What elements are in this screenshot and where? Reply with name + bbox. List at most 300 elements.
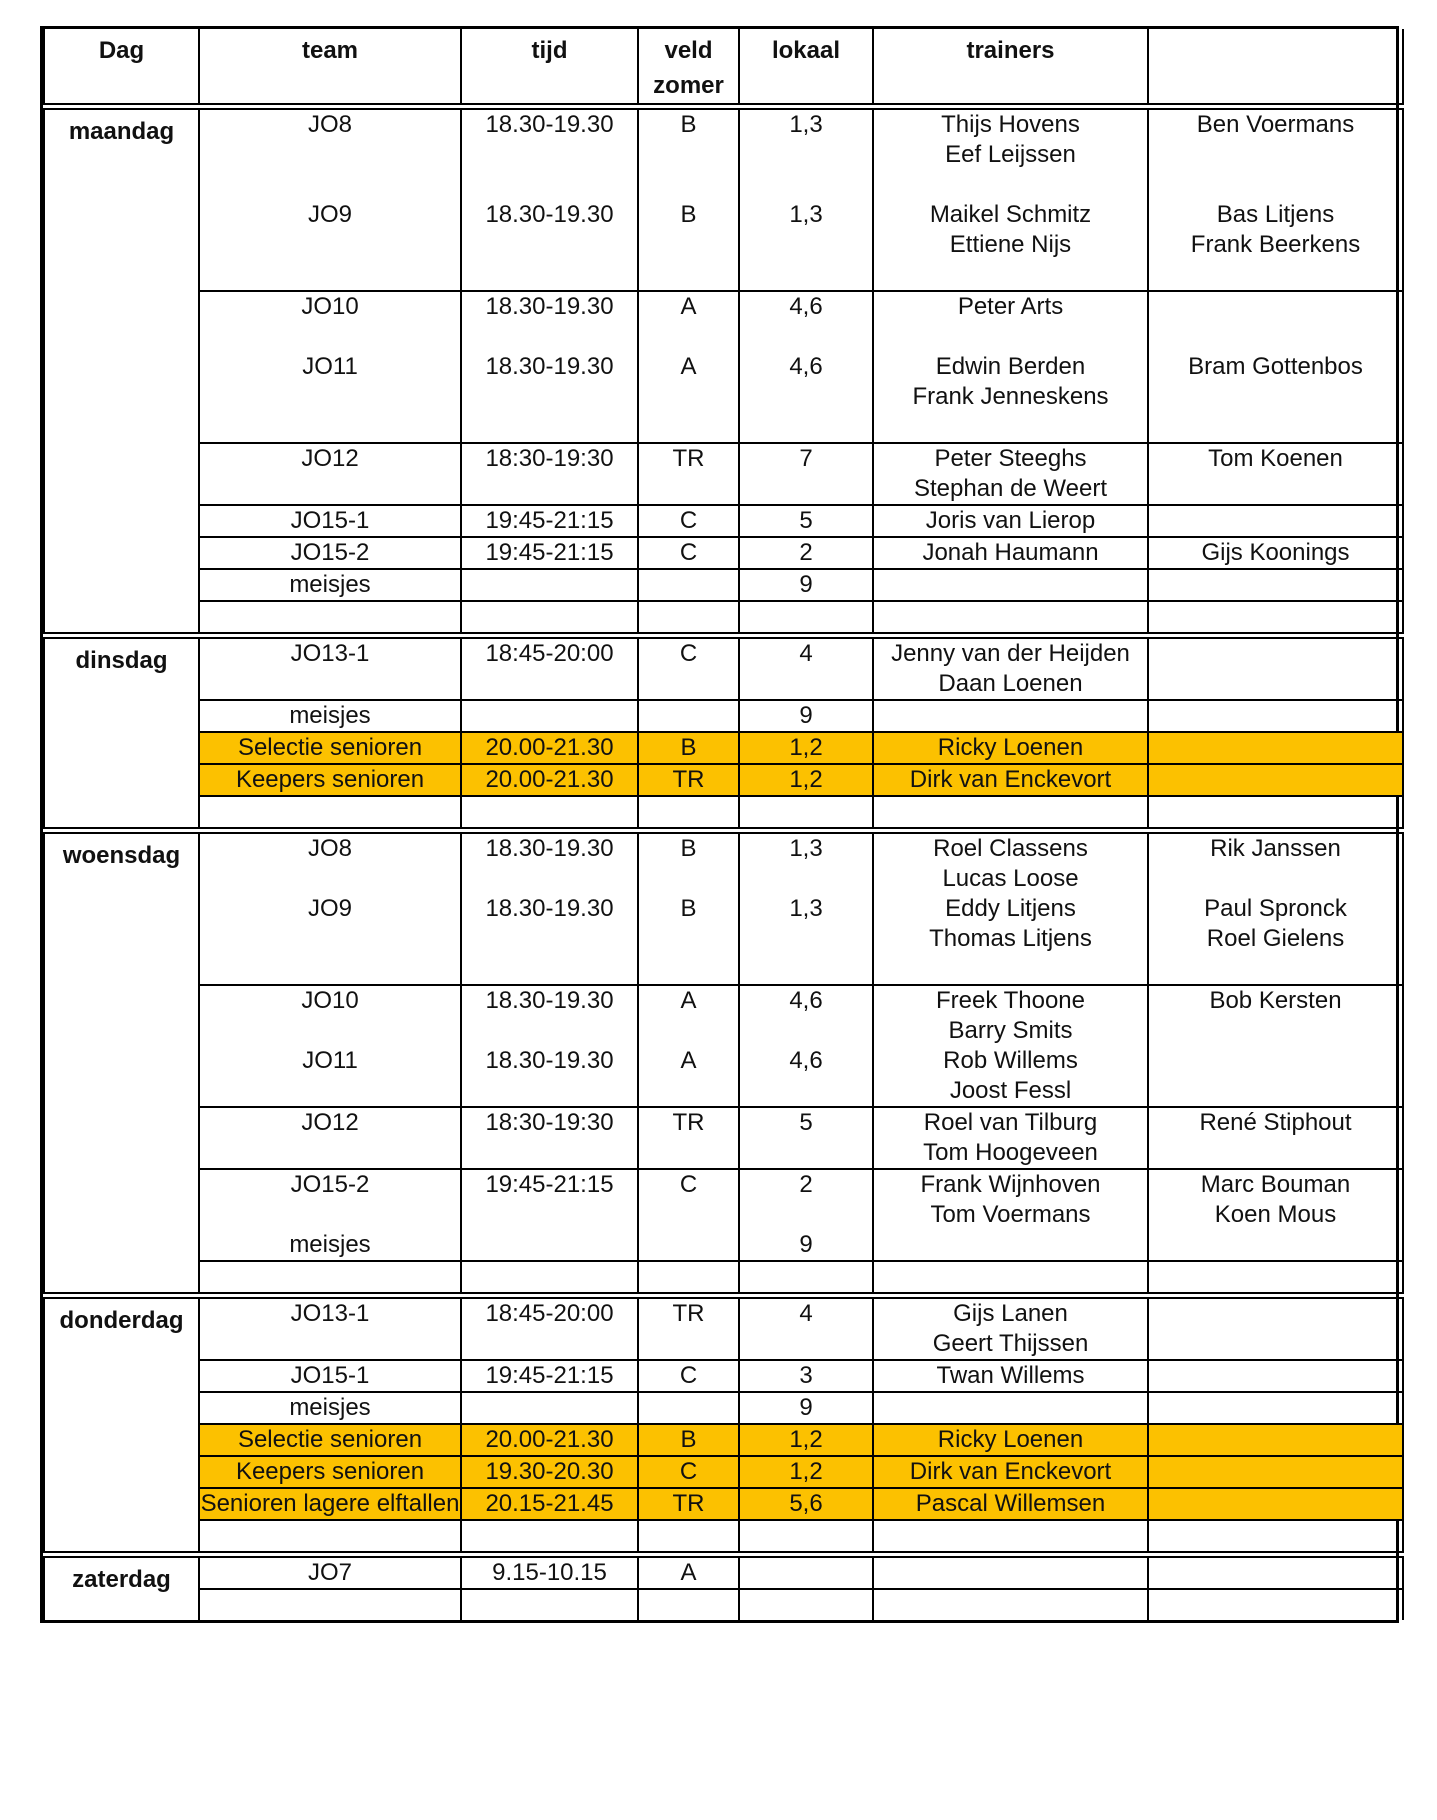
- cell-tijd: [461, 443, 638, 505]
- cell-text: 1,3: [789, 895, 823, 922]
- cell-text: [639, 602, 738, 632]
- cell-tr2: [1148, 1555, 1403, 1590]
- cell-tr1: [873, 1392, 1148, 1424]
- cell-text: [874, 322, 1147, 352]
- cell-text: 4,6: [789, 293, 823, 320]
- cell-veld: [638, 1520, 739, 1555]
- header-dag: Dag: [44, 29, 199, 107]
- cell-lokaal: [739, 107, 873, 292]
- schedule-row: [44, 107, 1403, 292]
- cell-text: 5,6: [789, 1490, 823, 1517]
- cell-text: [462, 322, 637, 352]
- cell-lokaal: [739, 443, 873, 505]
- cell-veld: [638, 505, 739, 537]
- cell-text: A: [680, 293, 697, 320]
- schedule-row: [44, 636, 1403, 701]
- cell-text: [1149, 602, 1402, 632]
- cell-text: 2: [799, 539, 813, 566]
- cell-text: Keepers senioren: [235, 1458, 425, 1485]
- cell-text: [200, 864, 460, 894]
- cell-tijd: [461, 601, 638, 636]
- schedule-row: [44, 291, 1403, 443]
- cell-tr2: [1148, 636, 1403, 701]
- schedule-row: [44, 443, 1403, 505]
- cell-text: Geert Thijssen: [932, 1330, 1089, 1357]
- cell-text: [462, 570, 637, 600]
- cell-text: [462, 1262, 637, 1292]
- cell-lokaal: [739, 1261, 873, 1296]
- cell-tr2: [1148, 796, 1403, 831]
- cell-text: 18.30-19.30: [485, 987, 614, 1014]
- cell-text: [639, 570, 738, 600]
- cell-text: [462, 1590, 637, 1620]
- cell-text: Koen Mous: [1214, 1201, 1337, 1228]
- cell-text: Eef Leijssen: [945, 141, 1076, 168]
- cell-lokaal: [739, 831, 873, 986]
- cell-text: A: [680, 1047, 697, 1074]
- cell-text: JO13-1: [290, 1300, 370, 1327]
- cell-text: Gijs Koonings: [1201, 539, 1350, 566]
- cell-team: [199, 1555, 461, 1590]
- cell-text: 18:30-19:30: [485, 445, 614, 472]
- cell-tr2: [1148, 569, 1403, 601]
- cell-text: Dirk van Enckevort: [909, 766, 1112, 793]
- cell-text: Twan Willems: [936, 1362, 1085, 1389]
- cell-text: Thijs Hovens: [941, 111, 1080, 138]
- cell-veld: [638, 831, 739, 986]
- cell-text: [200, 170, 460, 200]
- cell-text: Joost Fessl: [949, 1077, 1072, 1104]
- schedule-row: [44, 1360, 1403, 1392]
- schedule-row: [44, 1169, 1403, 1261]
- cell-text: 9: [799, 702, 813, 729]
- cell-tr1: [873, 636, 1148, 701]
- cell-text: [1149, 733, 1402, 763]
- cell-veld: [638, 1589, 739, 1620]
- cell-text: [874, 170, 1147, 200]
- cell-veld: [638, 700, 739, 732]
- header-tijd: tijd: [461, 29, 638, 107]
- cell-team: [199, 831, 461, 986]
- cell-tr2: [1148, 764, 1403, 796]
- schedule-row: [44, 1488, 1403, 1520]
- cell-text: Tom Voermans: [930, 1201, 1091, 1228]
- cell-text: C: [679, 539, 698, 566]
- cell-text: [1149, 864, 1402, 894]
- cell-veld: [638, 1261, 739, 1296]
- cell-tr2: [1148, 1107, 1403, 1169]
- cell-text: 7: [799, 445, 813, 472]
- cell-text: A: [680, 987, 697, 1014]
- cell-text: 9.15-10.15: [492, 1559, 607, 1586]
- cell-text: [1149, 1489, 1402, 1519]
- cell-text: 1,3: [789, 201, 823, 228]
- cell-text: [1149, 292, 1402, 322]
- cell-text: 4,6: [789, 1047, 823, 1074]
- cell-text: [1149, 797, 1402, 827]
- cell-text: Marc Bouman: [1200, 1171, 1351, 1198]
- cell-text: [740, 322, 872, 352]
- cell-text: [462, 797, 637, 827]
- cell-tr1: [873, 1424, 1148, 1456]
- cell-text: Selectie senioren: [237, 734, 423, 761]
- cell-tr1: [873, 732, 1148, 764]
- cell-text: [1149, 322, 1402, 352]
- cell-text: 20.00-21.30: [485, 734, 614, 761]
- schedule-row: [44, 764, 1403, 796]
- cell-text: TR: [672, 1109, 705, 1136]
- cell-text: JO9: [307, 895, 352, 922]
- cell-text: JO8: [307, 835, 352, 862]
- cell-text: A: [680, 1559, 697, 1586]
- cell-text: JO15-1: [290, 1362, 370, 1389]
- cell-text: 4,6: [789, 987, 823, 1014]
- cell-veld: [638, 1107, 739, 1169]
- cell-tijd: [461, 1360, 638, 1392]
- cell-text: [740, 602, 872, 632]
- cell-text: 2: [799, 1171, 813, 1198]
- header-row: [44, 29, 1403, 107]
- cell-text: [874, 797, 1147, 827]
- cell-text: 1,2: [789, 1458, 823, 1485]
- cell-tijd: [461, 1107, 638, 1169]
- schedule-row: [44, 505, 1403, 537]
- cell-text: Maikel Schmitz: [929, 201, 1092, 228]
- cell-text: JO8: [307, 111, 352, 138]
- cell-team: [199, 1261, 461, 1296]
- schedule-row: [44, 700, 1403, 732]
- cell-tr2: [1148, 107, 1403, 292]
- cell-text: [200, 140, 460, 170]
- cell-tr1: [873, 505, 1148, 537]
- cell-tijd: [461, 985, 638, 1107]
- cell-text: [1149, 506, 1402, 536]
- cell-tr1: [873, 443, 1148, 505]
- header-zomer: zomer: [653, 72, 724, 99]
- cell-veld: [638, 764, 739, 796]
- cell-text: 1,2: [789, 766, 823, 793]
- cell-tijd: [461, 1589, 638, 1620]
- cell-veld: [638, 636, 739, 701]
- cell-tijd: [461, 764, 638, 796]
- cell-text: [1149, 639, 1402, 669]
- cell-team: [199, 1169, 461, 1261]
- cell-tr2: [1148, 700, 1403, 732]
- schedule-row: [44, 1261, 1403, 1296]
- cell-veld: [638, 1360, 739, 1392]
- cell-text: JO12: [301, 1109, 359, 1136]
- cell-text: 3: [799, 1362, 813, 1389]
- cell-text: [740, 140, 872, 170]
- cell-tr2: [1148, 831, 1403, 986]
- cell-text: TR: [672, 1300, 705, 1327]
- cell-text: [462, 864, 637, 894]
- cell-text: JO11: [302, 353, 358, 380]
- schedule-table: [43, 29, 1404, 1620]
- cell-text: Rik Janssen: [1210, 835, 1341, 862]
- cell-text: 18.30-19.30: [485, 895, 614, 922]
- schedule-row: [44, 569, 1403, 601]
- cell-text: JO11: [302, 1047, 358, 1074]
- cell-team: [199, 732, 461, 764]
- cell-text: [200, 1200, 460, 1230]
- cell-tr2: [1148, 443, 1403, 505]
- cell-tijd: [461, 107, 638, 292]
- cell-veld: [638, 1392, 739, 1424]
- cell-text: C: [679, 640, 698, 667]
- cell-text: 9: [799, 571, 813, 598]
- cell-text: Ben Voermans: [1196, 111, 1355, 138]
- cell-team: [199, 1360, 461, 1392]
- cell-text: [639, 1016, 738, 1046]
- cell-text: 9: [799, 1394, 813, 1421]
- cell-tr2: [1148, 985, 1403, 1107]
- cell-veld: [638, 985, 739, 1107]
- cell-lokaal: [739, 291, 873, 443]
- cell-veld: [638, 1296, 739, 1361]
- cell-tr1: [873, 764, 1148, 796]
- cell-text: Roel van Tilburg: [923, 1109, 1098, 1136]
- cell-text: [200, 1262, 460, 1292]
- cell-tr1: [873, 1169, 1148, 1261]
- cell-text: [462, 701, 637, 731]
- schedule-row: [44, 1555, 1403, 1590]
- cell-text: Ricky Loenen: [937, 734, 1084, 761]
- cell-team: [199, 1488, 461, 1520]
- cell-text: Jonah Haumann: [922, 539, 1099, 566]
- cell-team: [199, 636, 461, 701]
- cell-lokaal: [739, 1392, 873, 1424]
- cell-text: René Stiphout: [1199, 1109, 1352, 1136]
- cell-text: [1149, 1590, 1402, 1620]
- cell-text: A: [680, 353, 697, 380]
- cell-text: Ettiene Nijs: [949, 231, 1072, 258]
- cell-tr2: [1148, 1392, 1403, 1424]
- cell-tijd: [461, 537, 638, 569]
- cell-text: 4: [799, 1300, 813, 1327]
- cell-text: B: [680, 1426, 697, 1453]
- cell-tr2: [1148, 601, 1403, 636]
- cell-text: B: [680, 835, 697, 862]
- cell-tijd: [461, 1555, 638, 1590]
- cell-lokaal: [739, 700, 873, 732]
- cell-text: Gijs Lanen: [953, 1300, 1068, 1327]
- cell-text: TR: [672, 1490, 705, 1517]
- cell-text: [874, 1521, 1147, 1551]
- cell-text: [1149, 1299, 1402, 1329]
- cell-text: [200, 602, 460, 632]
- cell-text: meisjes: [289, 702, 371, 729]
- cell-text: JO15-2: [290, 1171, 370, 1198]
- cell-text: [462, 1393, 637, 1423]
- cell-text: [639, 1393, 738, 1423]
- cell-text: 18.30-19.30: [485, 1047, 614, 1074]
- cell-text: [1149, 1393, 1402, 1423]
- cell-text: 20.00-21.30: [485, 766, 614, 793]
- cell-text: JO10: [301, 293, 359, 320]
- cell-text: JO7: [307, 1559, 352, 1586]
- cell-text: [639, 701, 738, 731]
- cell-tijd: [461, 1424, 638, 1456]
- cell-text: Peter Arts: [957, 293, 1064, 320]
- cell-tr2: [1148, 537, 1403, 569]
- cell-team: [199, 505, 461, 537]
- cell-lokaal: [739, 1456, 873, 1488]
- cell-tr1: [873, 537, 1148, 569]
- cell-lokaal: [739, 796, 873, 831]
- cell-team: [199, 700, 461, 732]
- cell-lokaal: [739, 1424, 873, 1456]
- cell-text: Eddy Litjens: [945, 895, 1076, 922]
- cell-tr1: [873, 601, 1148, 636]
- day-label: maandag: [44, 107, 199, 636]
- header-team: team: [199, 29, 461, 107]
- cell-tr1: [873, 985, 1148, 1107]
- cell-text: 1,2: [789, 1426, 823, 1453]
- cell-text: 18:45-20:00: [485, 1300, 614, 1327]
- cell-team: [199, 1424, 461, 1456]
- cell-tr1: [873, 1589, 1148, 1620]
- cell-text: Bas Litjens: [1216, 201, 1335, 228]
- cell-tr2: [1148, 1520, 1403, 1555]
- cell-text: Tom Hoogeveen: [923, 1139, 1098, 1166]
- cell-lokaal: [739, 1589, 873, 1620]
- cell-text: meisjes: [289, 1231, 371, 1258]
- cell-lokaal: [739, 601, 873, 636]
- cell-text: [740, 864, 872, 894]
- cell-tr2: [1148, 1296, 1403, 1361]
- cell-text: [639, 1521, 738, 1551]
- cell-text: [874, 1590, 1147, 1620]
- cell-text: [1149, 1361, 1402, 1391]
- cell-text: Roel Gielens: [1206, 925, 1345, 952]
- day-label: woensdag: [44, 831, 199, 1296]
- cell-text: [1149, 1558, 1402, 1588]
- cell-text: C: [679, 507, 698, 534]
- cell-tijd: [461, 291, 638, 443]
- cell-text: Selectie senioren: [237, 1426, 423, 1453]
- cell-veld: [638, 1169, 739, 1261]
- day-label: donderdag: [44, 1296, 199, 1555]
- cell-text: [1149, 170, 1402, 200]
- cell-lokaal: [739, 569, 873, 601]
- cell-team: [199, 796, 461, 831]
- cell-lokaal: [739, 1107, 873, 1169]
- cell-text: B: [680, 111, 697, 138]
- cell-text: Pascal Willemsen: [915, 1490, 1106, 1517]
- cell-lokaal: [739, 1296, 873, 1361]
- cell-team: [199, 764, 461, 796]
- cell-text: 20.15-21.45: [485, 1490, 614, 1517]
- cell-text: Rob Willems: [943, 1047, 1078, 1074]
- cell-text: [639, 1590, 738, 1620]
- cell-veld: [638, 1424, 739, 1456]
- cell-tr2: [1148, 1456, 1403, 1488]
- cell-text: [1149, 1425, 1402, 1455]
- schedule-row: [44, 732, 1403, 764]
- cell-team: [199, 1392, 461, 1424]
- cell-text: B: [680, 734, 697, 761]
- cell-tijd: [461, 1488, 638, 1520]
- cell-text: Daan Loenen: [938, 670, 1083, 697]
- cell-text: TR: [672, 766, 705, 793]
- cell-text: Keepers senioren: [235, 766, 425, 793]
- cell-text: [740, 797, 872, 827]
- cell-text: JO12: [301, 445, 359, 472]
- cell-text: Freek Thoone: [936, 987, 1085, 1014]
- cell-lokaal: [739, 1169, 873, 1261]
- cell-text: meisjes: [289, 571, 371, 598]
- cell-lokaal: [739, 732, 873, 764]
- cell-text: 18:45-20:00: [485, 640, 614, 667]
- cell-text: Roel Classens: [933, 835, 1088, 862]
- training-schedule: [40, 26, 1399, 1623]
- cell-text: 1,2: [789, 734, 823, 761]
- cell-text: [200, 322, 460, 352]
- cell-veld: [638, 569, 739, 601]
- cell-text: [1149, 1521, 1402, 1551]
- cell-text: [740, 1200, 872, 1230]
- cell-text: Stephan de Weert: [913, 475, 1108, 502]
- cell-text: 19.30-20.30: [485, 1458, 614, 1485]
- cell-text: C: [679, 1362, 698, 1389]
- cell-tr1: [873, 1488, 1148, 1520]
- header-veld-zomer: [638, 29, 739, 107]
- cell-tijd: [461, 1520, 638, 1555]
- cell-tr2: [1148, 1169, 1403, 1261]
- cell-text: Tom Koenen: [1208, 445, 1343, 472]
- cell-text: [1149, 570, 1402, 600]
- cell-text: Edwin Berden: [935, 353, 1086, 380]
- cell-text: [1149, 1457, 1402, 1487]
- cell-tijd: [461, 1456, 638, 1488]
- cell-text: Frank Jenneskens: [912, 383, 1109, 410]
- cell-veld: [638, 601, 739, 636]
- cell-tr1: [873, 796, 1148, 831]
- cell-veld: [638, 291, 739, 443]
- cell-lokaal: [739, 985, 873, 1107]
- cell-text: Bram Gottenbos: [1188, 353, 1363, 380]
- cell-text: Senioren lagere elftallen: [200, 1490, 460, 1517]
- cell-tr1: [873, 700, 1148, 732]
- cell-tr2: [1148, 1424, 1403, 1456]
- cell-tijd: [461, 831, 638, 986]
- cell-tijd: [461, 1392, 638, 1424]
- cell-text: C: [679, 1171, 698, 1198]
- cell-text: [200, 797, 460, 827]
- cell-text: [740, 1558, 872, 1588]
- schedule-row: [44, 985, 1403, 1107]
- cell-text: 19:45-21:15: [485, 507, 614, 534]
- cell-text: [1149, 140, 1402, 170]
- cell-text: 1,3: [789, 835, 823, 862]
- schedule-row: [44, 601, 1403, 636]
- cell-tijd: [461, 796, 638, 831]
- cell-team: [199, 537, 461, 569]
- header-lokaal: lokaal: [739, 29, 873, 107]
- cell-text: B: [680, 201, 697, 228]
- cell-text: [639, 797, 738, 827]
- header-veld: veld: [664, 37, 713, 64]
- cell-text: [462, 140, 637, 170]
- cell-text: B: [680, 895, 697, 922]
- cell-team: [199, 1589, 461, 1620]
- cell-text: JO13-1: [290, 640, 370, 667]
- cell-text: Bob Kersten: [1209, 987, 1342, 1014]
- cell-text: TR: [672, 445, 705, 472]
- cell-tr2: [1148, 1488, 1403, 1520]
- cell-text: [874, 602, 1147, 632]
